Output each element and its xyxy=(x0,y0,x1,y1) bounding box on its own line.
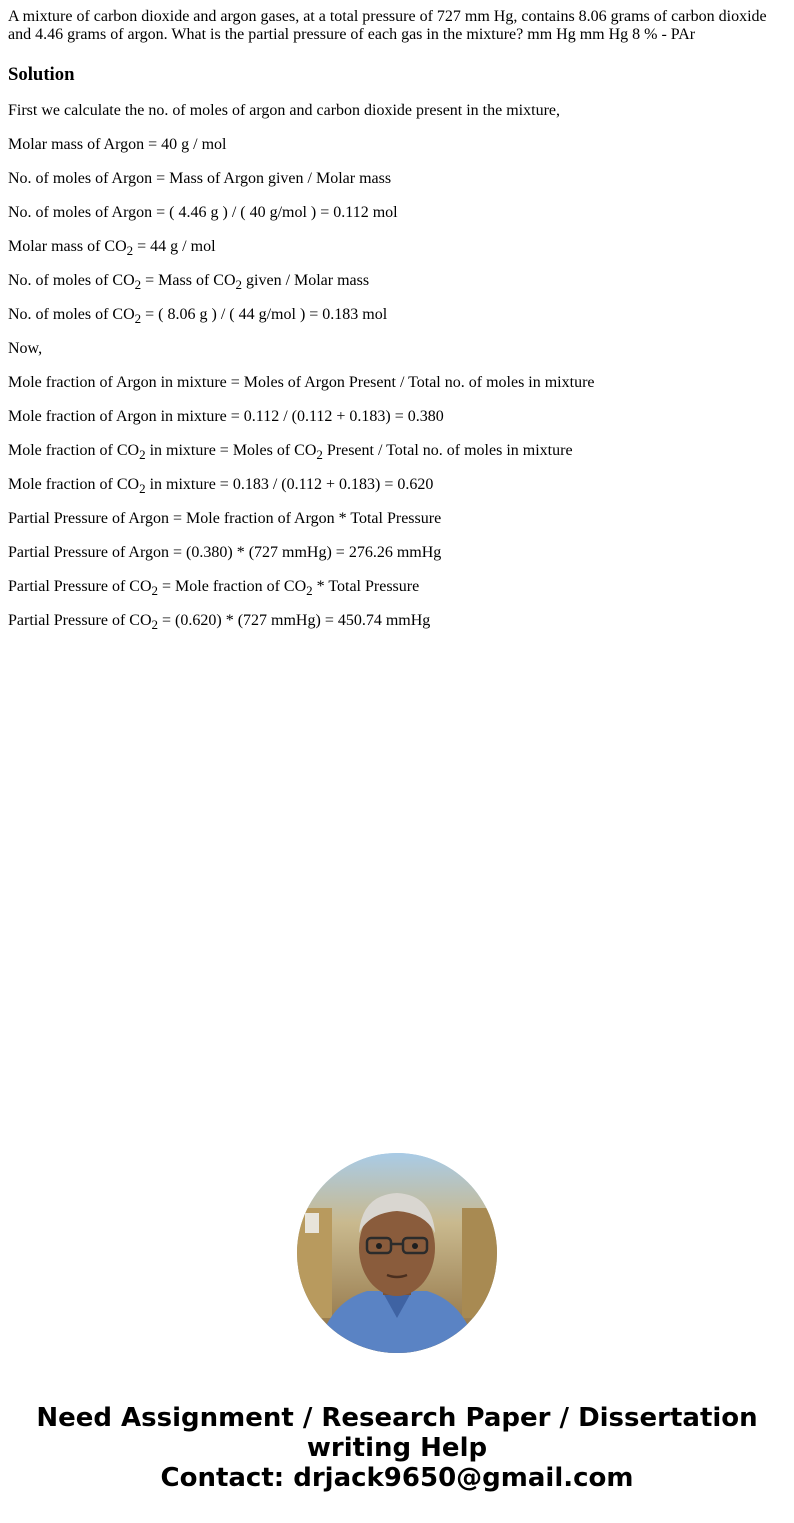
step-text: Present / Total no. of moles in mixture xyxy=(322,442,573,459)
solution-document xyxy=(8,8,784,630)
step-text: = Mole fraction of CO xyxy=(158,578,307,595)
solution-step xyxy=(8,272,784,290)
step-text: = (0.620) * (727 mmHg) = 450.74 mmHg xyxy=(158,612,431,629)
solution-step: First we calculate the no. of moles of argon and carbon dioxide present in the mixture, xyxy=(8,102,560,119)
banner-contact-line: Contact: drjack9650@gmail.com xyxy=(160,1463,634,1493)
step-text: = ( 8.06 g ) / ( 44 g/mol ) = 0.183 mol xyxy=(141,306,388,323)
author-portrait-image xyxy=(297,1153,497,1353)
step-text: given / Molar mass xyxy=(242,272,370,289)
solution-step: Mole fraction of Argon in mixture = 0.112 / (0.112 + 0.183) = 0.380 xyxy=(8,408,444,425)
step-text: = Mass of CO xyxy=(141,272,236,289)
solution-step: No. of moles of Argon = ( 4.46 g ) / ( 40 g/mol ) = 0.112 mol xyxy=(8,204,398,221)
step-text: No. of moles of CO xyxy=(8,272,135,289)
solution-step: Mole fraction of Argon in mixture = Moles of Argon Present / Total no. of moles in mixture xyxy=(8,374,595,391)
subscript: 2 xyxy=(306,583,313,598)
solution-step xyxy=(8,306,784,324)
subscript: 2 xyxy=(235,277,243,292)
subscript: 2 xyxy=(151,583,159,598)
subscript: 2 xyxy=(151,617,159,632)
solution-step xyxy=(8,578,784,596)
solution-step: Now, xyxy=(8,340,43,357)
subscript: 2 xyxy=(126,243,134,258)
subscript: 2 xyxy=(139,481,146,496)
subscript: 2 xyxy=(139,447,146,462)
step-text: * Total Pressure xyxy=(312,578,420,595)
subscript: 2 xyxy=(134,311,142,326)
solution-step xyxy=(8,442,784,460)
step-text: Molar mass of CO xyxy=(8,238,127,255)
solution-step xyxy=(8,238,784,256)
banner-line: Need Assignment / Research Paper / Dissertation xyxy=(36,1403,758,1433)
solution-step: No. of moles of Argon = Mass of Argon given / Molar mass xyxy=(8,170,392,187)
question-text: A mixture of carbon dioxide and argon gases, at a total pressure of 727 mm Hg, contains 8.06 grams of carbon dioxide and 4.46 grams of argon. What is the partial pressure of each gas in the mixture? mm Hg mm Hg 8 % - PAr xyxy=(8,8,767,43)
step-text: No. of moles of CO xyxy=(8,306,135,323)
step-text: Partial Pressure of CO xyxy=(8,612,152,629)
author-avatar xyxy=(297,1153,497,1353)
step-text: in mixture = 0.183 / (0.112 + 0.183) = 0.620 xyxy=(145,476,434,493)
step-text: in mixture = Moles of CO xyxy=(145,442,317,459)
subscript: 2 xyxy=(316,447,323,462)
banner-line: writing Help xyxy=(306,1433,488,1463)
solution-step: Partial Pressure of Argon = (0.380) * (727 mmHg) = 276.26 mmHg xyxy=(8,544,442,561)
solution-step xyxy=(8,612,784,630)
solution-step: Partial Pressure of Argon = Mole fraction of Argon * Total Pressure xyxy=(8,510,442,527)
step-text: Partial Pressure of CO xyxy=(8,578,152,595)
step-text: Mole fraction of CO xyxy=(8,442,140,459)
solution-step xyxy=(8,476,784,494)
subscript: 2 xyxy=(134,277,142,292)
solution-heading: Solution xyxy=(8,64,75,85)
contact-banner xyxy=(0,1403,794,1493)
step-text: Mole fraction of CO xyxy=(8,476,140,493)
solution-step: Molar mass of Argon = 40 g / mol xyxy=(8,136,227,153)
step-text: = 44 g / mol xyxy=(133,238,216,255)
